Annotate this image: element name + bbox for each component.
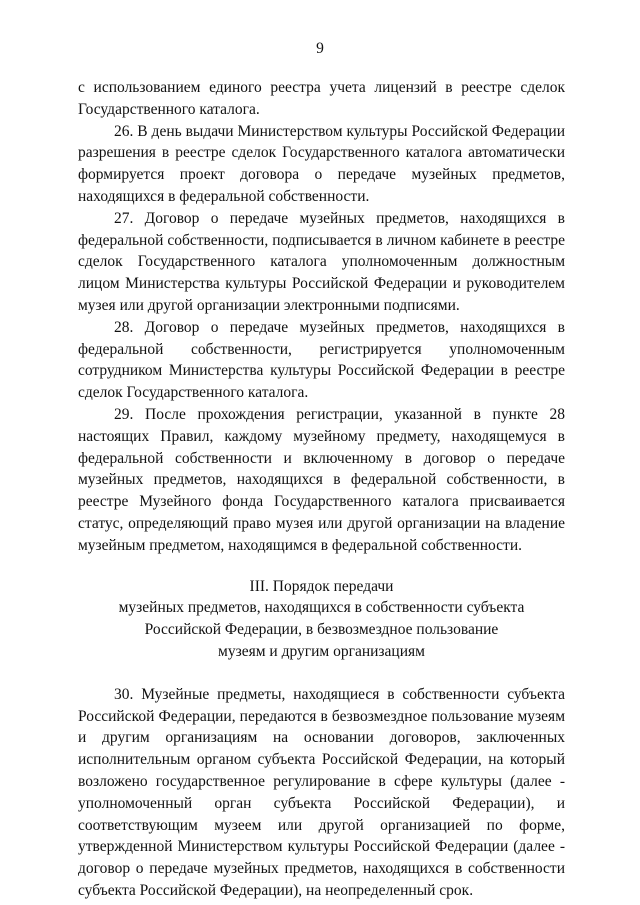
- paragraph-25-continuation: с использованием единого реестра учета лицензий в реестре сделок Государственного каталога.: [78, 79, 565, 118]
- paragraph-27: 27. Договор о передаче музейных предметов, находящихся в федеральной собственности, подписывается в личном кабинете в реестре сделок Государственного каталога уполномоченным должностным лицом Министерства культуры Российской Федерации и руководителем музея или другой организации электронными подписями.: [78, 209, 565, 314]
- section-heading: [78, 576, 565, 663]
- paragraph-30: 30. Музейные предметы, находящиеся в собственности субъекта Российской Федерации, передаются в безвозмездное пользование музеям и другим организациям на основании договоров, заключенных исполнительным органом субъекта Российской Федерации, на который возложено государственное регулирование в сфере культуры (далее - уполномоченный орган субъекта Российской Федерации), и соответствующим музеем или другой организацией по форме, утвержденной Министерством культуры Российской Федерации (далее - договор о передаче музейных предметов, находящихся в собственности субъекта Российской Федерации), на неопределенный срок.: [78, 685, 565, 899]
- document-body: [78, 77, 565, 902]
- paragraph-29: 29. После прохождения регистрации, указанной в пункте 28 настоящих Правил, каждому музейному предмету, находящемуся в федеральной собственности и включенному в договор о передаче музейных предметов, находящихся в федеральной собственности, в реестре Музейного фонда Государственного каталога присваивается статус, определяющий право музея или другой организации на владение музейным предметом, находящимся в федеральной собственности.: [78, 405, 565, 554]
- section-heading-line: музейных предметов, находящихся в собственности субъекта: [118, 599, 525, 617]
- section-heading-line: Российской Федерации, в безвозмездное пользование: [144, 621, 499, 639]
- page-number: 9: [316, 40, 324, 57]
- paragraph-28: 28. Договор о передаче музейных предметов, находящихся в федеральной собственности, регистрируется уполномоченным сотрудником Министерства культуры Российской Федерации в реестре сделок Государственного каталога.: [78, 318, 565, 402]
- paragraph-26: 26. В день выдачи Министерством культуры Российской Федерации разрешения в реестре сделок Государственного каталога автоматически формируется проект договора о передаче музейных предметов, находящихся в федеральной собственности.: [78, 122, 565, 205]
- section-heading-line: III. Порядок передачи: [249, 577, 394, 595]
- section-heading-line: музеям и другим организациям: [218, 642, 425, 660]
